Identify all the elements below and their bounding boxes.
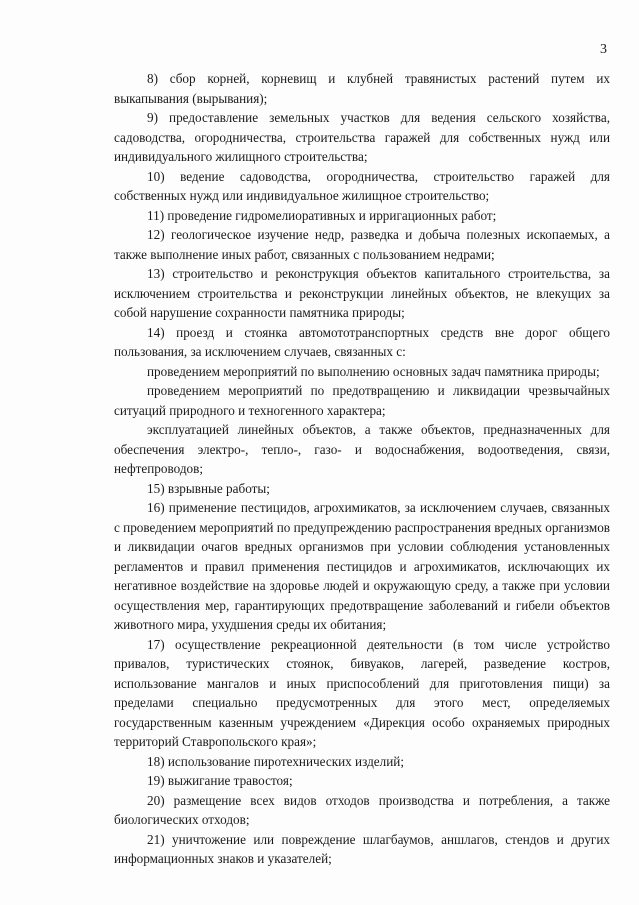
list-item-10: 10) ведение садоводства, огородничества, строительство гаражей для собственных нужд или индивидуальное жилищное строительство; bbox=[114, 168, 610, 203]
list-item-16: 16) применение пестицидов, агрохимикатов, за исключением случаев, связанных с проведением мероприятий по предупреждению распространения вредных организмов и ликвидации очагов вредных организмов при условии соблюдения установленных регламентов и правил применения пестицидов и агрохимикатов, исключающих их негативное воздействие на здоровье людей и окружающую среду, а также при условии осуществления мер, гарантирующих предотвращение заболеваний и гибели объектов животного мира, ухудшения среды их обитания; bbox=[114, 500, 611, 632]
page-number: 3 bbox=[600, 42, 607, 57]
sub-item-14-1: проведением мероприятий по выполнению основных задач памятника природы; bbox=[147, 363, 600, 379]
list-item-13: 13) строительство и реконструкция объектов капитального строительства, за исключением строительства и реконструкции линейных объектов, не влекущих за собой нарушение сохранности памятника природы; bbox=[114, 266, 610, 320]
list-item-12: 12) геологическое изучение недр, разведка и добыча полезных ископаемых, а также выполнение иных работ, связанных с пользованием недрами; bbox=[114, 227, 610, 262]
list-item-21: 21) уничтожение или повреждение шлагбаумов, аншлагов, стендов и других информационных знаков и указателей; bbox=[114, 831, 610, 866]
list-item-20: 20) размещение всех видов отходов производства и потребления, а также биологических отходов; bbox=[114, 792, 610, 827]
list-item-9: 9) предоставление земельных участков для ведения сельского хозяйства, садоводства, огородничества, строительства гаражей для собственных нужд или индивидуального жилищного строительства; bbox=[114, 110, 610, 164]
document-body bbox=[114, 69, 610, 869]
list-item-11: 11) проведение гидромелиоративных и ирригационных работ; bbox=[147, 207, 497, 223]
list-item-8: 8) сбор корней, корневищ и клубней травянистых растений путем их выкапывания (вырывания); bbox=[114, 71, 610, 106]
sub-item-14-2: проведением мероприятий по предотвращению и ликвидации чрезвычайных ситуаций природного и техногенного характера; bbox=[114, 383, 610, 418]
list-item-19: 19) выжигание травостоя; bbox=[147, 773, 293, 788]
list-item-14: 14) проезд и стоянка автомототранспортных средств вне дорог общего пользования, за исключением случаев, связанных с: bbox=[114, 324, 610, 359]
sub-item-14-3: эксплуатацией линейных объектов, а также объектов, предназначенных для обеспечения электро-, тепло-, газо- и водоснабжения, водоотведения, связи, нефтепроводов; bbox=[114, 422, 610, 476]
list-item-18: 18) использование пиротехнических изделий; bbox=[147, 753, 405, 769]
list-item-17: 17) осуществление рекреационной деятельности (в том числе устройство привалов, туристических стоянок, бивуаков, лагерей, разведение костров, использование мангалов и иных приспособлений для приготовления пищи) за пределами специально предусмотренных для этого мест, определяемых государственным казенным учреждением «Дирекция особо охраняемых природных территорий Ставропольского края»; bbox=[114, 636, 610, 749]
list-item-15: 15) взрывные работы; bbox=[147, 480, 270, 496]
